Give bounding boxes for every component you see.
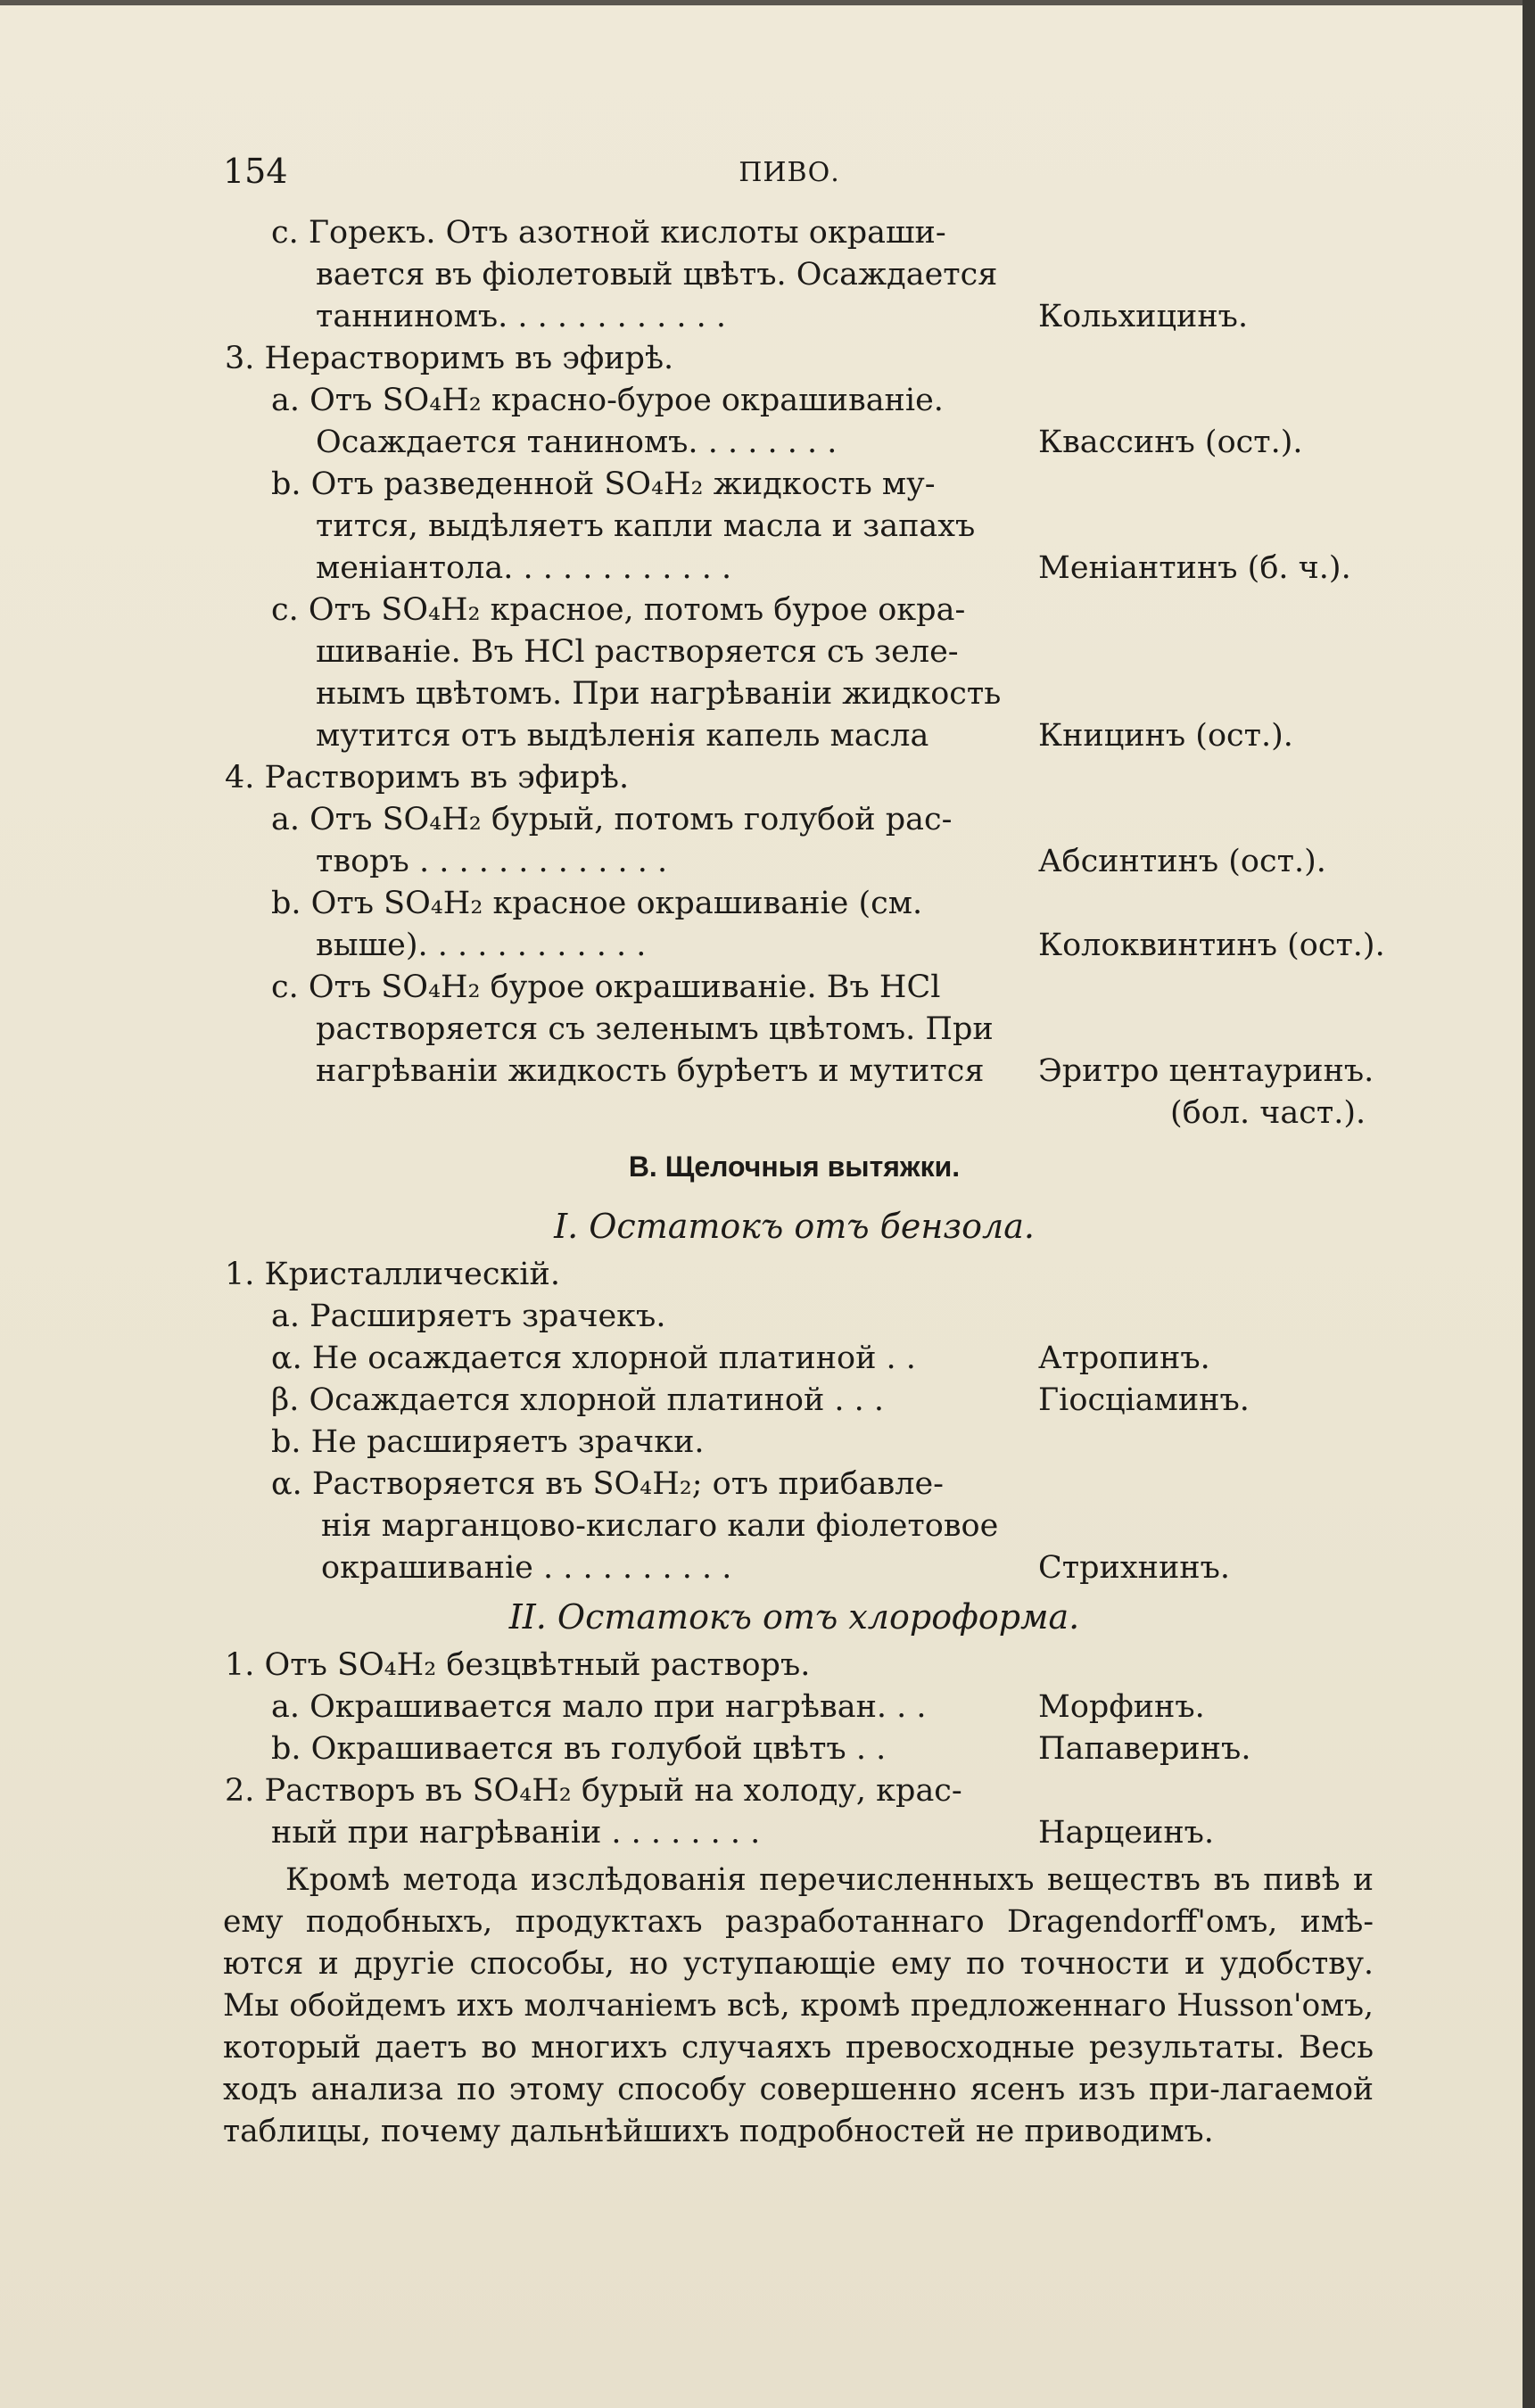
entry-line bbox=[0, 631, 1535, 673]
line-text: c. Отъ SO₄H₂ бурое окрашиваніе. Въ HCl bbox=[271, 969, 941, 1005]
result-substance: Папаверинъ. bbox=[1038, 1731, 1251, 1767]
section-heading: B. Щелочныя вытяжки. bbox=[628, 1150, 961, 1183]
line-text: шиваніе. Въ HCl растворяется съ зеле- bbox=[316, 634, 959, 670]
result-substance: Гіосціаминъ. bbox=[1038, 1382, 1250, 1418]
line-text: c. Отъ SO₄H₂ красное, потомъ бурое окра- bbox=[271, 592, 966, 628]
entry-line bbox=[0, 212, 1535, 254]
running-title: ПИВО. bbox=[739, 157, 840, 188]
line-text: b. Окрашивается въ голубой цвѣтъ . . bbox=[271, 1731, 887, 1767]
line-text: нія марганцово-кислаго кали фіолетовое bbox=[321, 1508, 999, 1544]
entry-line bbox=[0, 590, 1535, 631]
entry-line bbox=[0, 1464, 1535, 1505]
entry-line bbox=[0, 422, 1535, 464]
result-substance: Атропинъ. bbox=[1038, 1340, 1210, 1376]
line-text: α. Не осаждается хлорной платиной . . bbox=[271, 1340, 916, 1376]
closing-paragraph bbox=[223, 1860, 1374, 2153]
entry-line bbox=[0, 841, 1535, 883]
line-text: тится, выдѣляетъ капли масла и запахъ bbox=[316, 508, 976, 544]
result-substance: Квассинъ (ост.). bbox=[1038, 425, 1303, 460]
entry-line bbox=[0, 506, 1535, 548]
line-text: 1. Отъ SO₄H₂ безцвѣтный растворъ. bbox=[225, 1647, 811, 1683]
result-substance: Меніантинъ (б. ч.). bbox=[1038, 550, 1351, 586]
line-text: α. Растворяется въ SO₄H₂; отъ прибавле- bbox=[271, 1466, 944, 1502]
entry-line bbox=[0, 548, 1535, 590]
line-text: a. Расширяетъ зрачекъ. bbox=[271, 1299, 666, 1334]
entry-line bbox=[0, 1051, 1535, 1093]
entry-line bbox=[0, 1338, 1535, 1380]
entry-line bbox=[0, 1770, 1535, 1812]
entry-line bbox=[0, 1422, 1535, 1464]
paragraph-text: Кромѣ метода изслѣдованія перечисленныхъ веществъ въ пивѣ и ему подобныхъ, продуктахъ разработаннаго Dragendorff'омъ, имѣ-ются и другіе способы, но уступающіе ему по точности и удобству. Мы обойдемъ ихъ молчаніемъ всѣ, кромѣ предложеннаго Husson'омъ, который даетъ во многихъ случаяхъ превосходные результаты. Весь ходъ анализа по этому способу совершенно ясенъ изъ при-лагаемой таблицы, почему дальнѣйшихъ подробностей не приводимъ. bbox=[223, 1862, 1374, 2149]
line-text: Осаждается таниномъ. . . . . . . . bbox=[316, 425, 838, 460]
line-text: выше). . . . . . . . . . . . bbox=[316, 928, 647, 963]
line-text: ный при нагрѣваніи . . . . . . . . bbox=[271, 1815, 761, 1851]
page-number: 154 bbox=[223, 152, 288, 191]
subsection-heading: I. Остатокъ отъ бензола. bbox=[554, 1207, 1035, 1246]
entry-line bbox=[0, 1009, 1535, 1051]
result-note: (бол. част.). bbox=[1170, 1095, 1366, 1131]
entry-line bbox=[0, 1547, 1535, 1589]
line-text: нымъ цвѣтомъ. При нагрѣваніи жидкость bbox=[316, 676, 1002, 712]
line-text: танниномъ. . . . . . . . . . . . bbox=[316, 299, 726, 334]
entry-line bbox=[0, 1254, 1535, 1296]
result-substance: Колоквинтинъ (ост.). bbox=[1038, 928, 1385, 963]
line-text: b. Не расширяетъ зрачки. bbox=[271, 1424, 705, 1460]
entry-line bbox=[0, 464, 1535, 506]
result-substance: Кницинъ (ост.). bbox=[1038, 718, 1293, 754]
line-text: меніантола. . . . . . . . . . . . bbox=[316, 550, 732, 586]
entry-line bbox=[0, 799, 1535, 841]
entry-line bbox=[0, 1728, 1535, 1770]
line-text: b. Отъ SO₄H₂ красное окрашиваніе (см. bbox=[271, 886, 923, 921]
entry-line bbox=[0, 1093, 1535, 1134]
entry-line bbox=[0, 1645, 1535, 1686]
line-text: 2. Растворъ въ SO₄H₂ бурый на холоду, крас- bbox=[225, 1773, 962, 1809]
result-substance: Нарцеинъ. bbox=[1038, 1815, 1215, 1851]
entry-line bbox=[0, 673, 1535, 715]
entry-line bbox=[0, 1812, 1535, 1854]
line-text: a. Отъ SO₄H₂ бурый, потомъ голубой рас- bbox=[271, 802, 953, 837]
entry-line bbox=[0, 967, 1535, 1009]
line-text: a. Окрашивается мало при нагрѣван. . . bbox=[271, 1689, 927, 1725]
result-substance: Абсинтинъ (ост.). bbox=[1038, 844, 1326, 879]
result-substance: Кольхицинъ. bbox=[1038, 299, 1249, 334]
entry-line bbox=[0, 1296, 1535, 1338]
result-substance: Эритро центауринъ. bbox=[1038, 1053, 1374, 1089]
entry-line bbox=[0, 883, 1535, 925]
line-text: творъ . . . . . . . . . . . . . bbox=[316, 844, 668, 879]
subsection-heading: II. Остатокъ отъ хлороформа. bbox=[508, 1597, 1080, 1637]
line-text: 4. Растворимъ въ эфирѣ. bbox=[225, 760, 630, 796]
line-text: 1. Кристаллическій. bbox=[225, 1257, 560, 1292]
line-text: растворяется съ зеленымъ цвѣтомъ. При bbox=[316, 1011, 994, 1047]
group-heading bbox=[0, 757, 1535, 799]
entry-line bbox=[0, 1380, 1535, 1422]
page-header bbox=[223, 152, 1356, 205]
entry-line bbox=[0, 254, 1535, 296]
result-substance: Стрихнинъ. bbox=[1038, 1550, 1230, 1586]
line-text: нагрѣваніи жидкость бурѣетъ и мутится bbox=[316, 1053, 985, 1089]
line-text: 3. Нерастворимъ въ эфирѣ. bbox=[225, 341, 674, 376]
entry-line bbox=[0, 925, 1535, 967]
line-text: мутится отъ выдѣленія капель масла bbox=[316, 718, 929, 754]
line-text: окрашиваніе . . . . . . . . . . bbox=[321, 1550, 732, 1586]
line-text: вается въ фіолетовый цвѣтъ. Осаждается bbox=[316, 257, 998, 293]
entry-line bbox=[0, 380, 1535, 422]
line-text: b. Отъ разведенной SO₄H₂ жидкость му- bbox=[271, 466, 936, 502]
page-body bbox=[0, 212, 1535, 1854]
entry-line bbox=[0, 1505, 1535, 1547]
line-text: β. Осаждается хлорной платиной . . . bbox=[271, 1382, 885, 1418]
entry-line bbox=[0, 296, 1535, 338]
line-text: c. Горекъ. Отъ азотной кислоты окраши- bbox=[271, 215, 946, 251]
entry-line bbox=[0, 715, 1535, 757]
group-heading bbox=[0, 338, 1535, 380]
result-substance: Морфинъ. bbox=[1038, 1689, 1205, 1725]
entry-line bbox=[0, 1686, 1535, 1728]
line-text: a. Отъ SO₄H₂ красно-бурое окрашиваніе. bbox=[271, 383, 944, 418]
